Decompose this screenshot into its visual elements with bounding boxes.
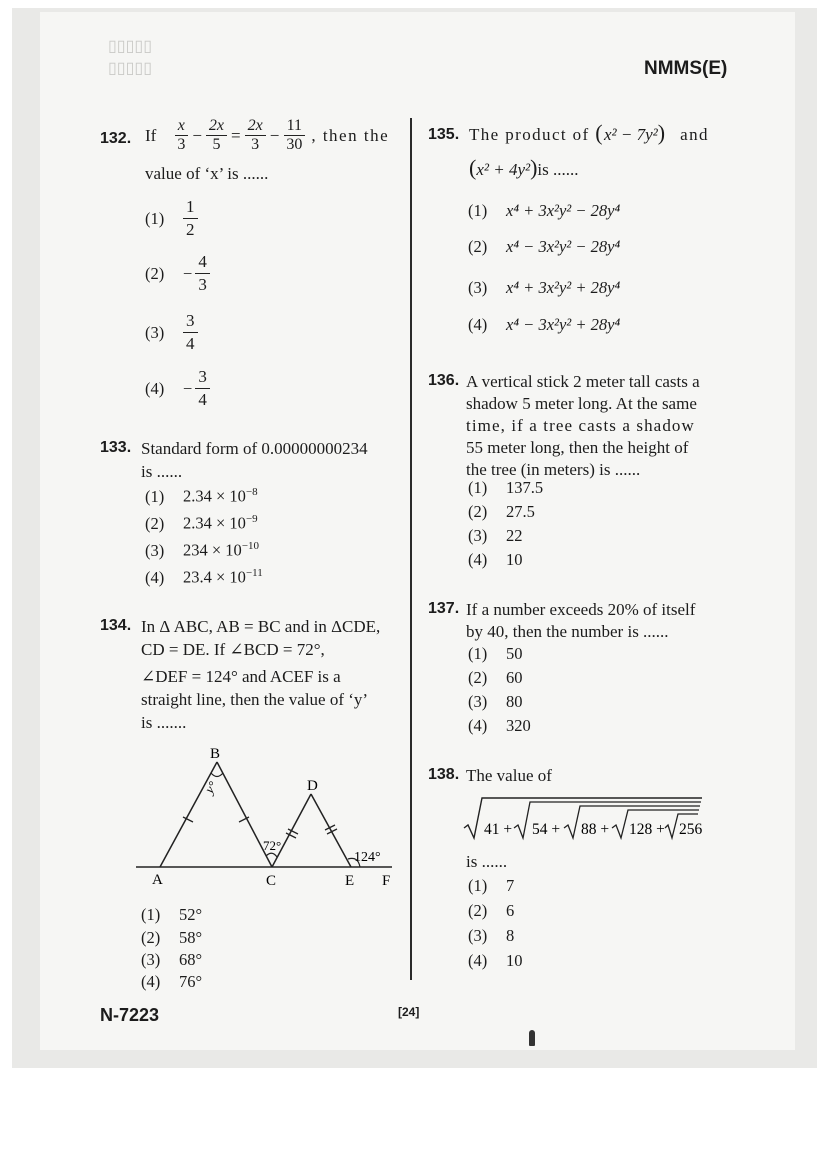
operator: − (192, 126, 202, 145)
option-3[interactable]: (3) $\frac{3}{4}$ (145, 310, 198, 355)
option-4[interactable]: (4) x⁴ − 3x²y² + 28y⁴ (468, 315, 621, 334)
question-text: In Δ ABC, AB = BC and in ΔCDE, (141, 617, 381, 636)
exam-code-header: NMMS(E) (644, 58, 728, 79)
option-3[interactable]: (3) 22 (468, 526, 523, 545)
question-text: shadow 5 meter long. At the same (466, 394, 697, 413)
side-de (311, 794, 351, 867)
option-4[interactable]: (4) $23.4 \times 10^{-11}$ (145, 567, 263, 587)
question-132-equation (145, 117, 389, 154)
option-3[interactable]: (3) x⁴ + 3x²y² + 28y⁴ (468, 278, 621, 297)
option-4[interactable]: (4) 10 (468, 951, 523, 970)
option-2[interactable]: (2) 27.5 (468, 502, 535, 521)
question-text: by 40, then the number is ...... (466, 622, 669, 641)
question-number: 133. (100, 439, 132, 456)
label-b: B (210, 746, 221, 762)
paper-code-footer: N-7223 (100, 1005, 160, 1025)
option-1[interactable]: (1) $\frac{1}{2}$ (145, 196, 198, 241)
option-1[interactable]: (1) 7 (468, 876, 515, 895)
operator: − (269, 126, 280, 145)
label-72-angle: 72° (263, 838, 282, 853)
option-2[interactable]: (2) 58° (141, 928, 203, 947)
question-number: 138. (428, 766, 460, 783)
option-4[interactable]: (4) − $\frac{3}{4}$ (145, 366, 210, 411)
option-1[interactable]: (1) 137.5 (468, 478, 544, 497)
radicand-term: 128 + (629, 821, 665, 838)
operator: = (231, 126, 241, 145)
bleed-through-mark: ▯▯▯▯▯ (108, 60, 153, 77)
question-text: is ...... (141, 462, 183, 481)
question-text: ∠DEF = 124° and ACEF is a (141, 667, 341, 686)
option-2[interactable]: (2) x⁴ − 3x²y² − 28y⁴ (468, 237, 621, 256)
question-text: If a number exceeds 20% of itself (466, 600, 696, 619)
nested-radical (462, 794, 707, 842)
angle-arc-b (211, 773, 223, 777)
fraction: $\frac{x}{3}$ (174, 117, 188, 154)
option-3[interactable]: (3) $234 \times 10^{-10}$ (145, 540, 260, 560)
question-text: Standard form of 0.00000000234 (141, 439, 368, 458)
fraction: $\frac{2x}{5}$ (206, 117, 227, 154)
question-text: time, if a tree casts a shadow (466, 416, 695, 435)
radicand-term: 41 + (484, 821, 513, 838)
question-number: 135. (428, 126, 460, 143)
option-4[interactable]: (4) 76° (141, 972, 203, 991)
scan-blemish (529, 1030, 535, 1046)
option-1[interactable]: (1) 52° (141, 905, 203, 924)
label-124-angle: 124° (354, 850, 381, 865)
option-4[interactable]: (4) 320 (468, 716, 531, 735)
option-1[interactable]: (1) x⁴ + 3x²y² − 28y⁴ (468, 201, 621, 220)
option-2[interactable]: (2) 60 (468, 668, 523, 687)
question-text: 55 meter long, then the height of (466, 438, 689, 457)
question-number: 137. (428, 600, 460, 617)
option-3[interactable]: (3) 80 (468, 692, 523, 711)
option-1[interactable]: (1) 50 (468, 644, 523, 663)
column-divider (410, 118, 412, 980)
question-text: The value of (466, 766, 552, 785)
angle-arc-c (266, 853, 277, 857)
question-text: , then the (311, 126, 390, 145)
question-text: straight line, then the value of ‘y’ (141, 690, 369, 709)
label-c: C (266, 873, 277, 889)
option-2[interactable]: (2) 6 (468, 901, 515, 920)
label-f: F (382, 873, 391, 889)
label-e: E (345, 873, 355, 889)
triangle-figure (130, 740, 410, 890)
option-2[interactable]: (2) $2.34 \times 10^{-9}$ (145, 513, 258, 533)
question-text: The product of (x² − 7y²) and (469, 120, 709, 145)
question-text: is ...... (466, 852, 508, 871)
question-number: 134. (100, 617, 132, 634)
side-ab (160, 762, 217, 867)
bleed-through-mark: ▯▯▯▯▯ (108, 38, 153, 55)
radicand-term: 54 + (532, 821, 561, 838)
question-number: 136. (428, 372, 460, 389)
question-text: (x² + 4y²)is ...... (469, 155, 579, 180)
option-3[interactable]: (3) 8 (468, 926, 515, 945)
question-text: the tree (in meters) is ...... (466, 460, 641, 479)
question-132 (100, 130, 131, 148)
question-text: is ....... (141, 713, 187, 732)
option-1[interactable]: (1) $2.34 \times 10^{-8}$ (145, 486, 258, 506)
option-3[interactable]: (3) 68° (141, 950, 203, 969)
label-y-angle: y° (201, 778, 221, 797)
question-number: 132. (100, 130, 132, 147)
fraction: $\frac{11}{30}$ (283, 117, 305, 154)
label-a: A (152, 872, 163, 888)
radicand-term: 256 (679, 821, 703, 838)
option-4[interactable]: (4) 10 (468, 550, 523, 569)
radicand-term: 88 + (581, 821, 610, 838)
question-text: If (145, 126, 157, 145)
label-d: D (307, 778, 318, 794)
question-text: CD = DE. If ∠BCD = 72°, (141, 640, 325, 659)
fraction: $\frac{2x}{3}$ (245, 117, 266, 154)
page-number: [24] (398, 1005, 420, 1019)
question-text: A vertical stick 2 meter tall casts a (466, 372, 700, 391)
question-text: value of ‘x’ is ...... (145, 164, 269, 183)
option-2[interactable]: (2) − $\frac{4}{3}$ (145, 251, 210, 296)
